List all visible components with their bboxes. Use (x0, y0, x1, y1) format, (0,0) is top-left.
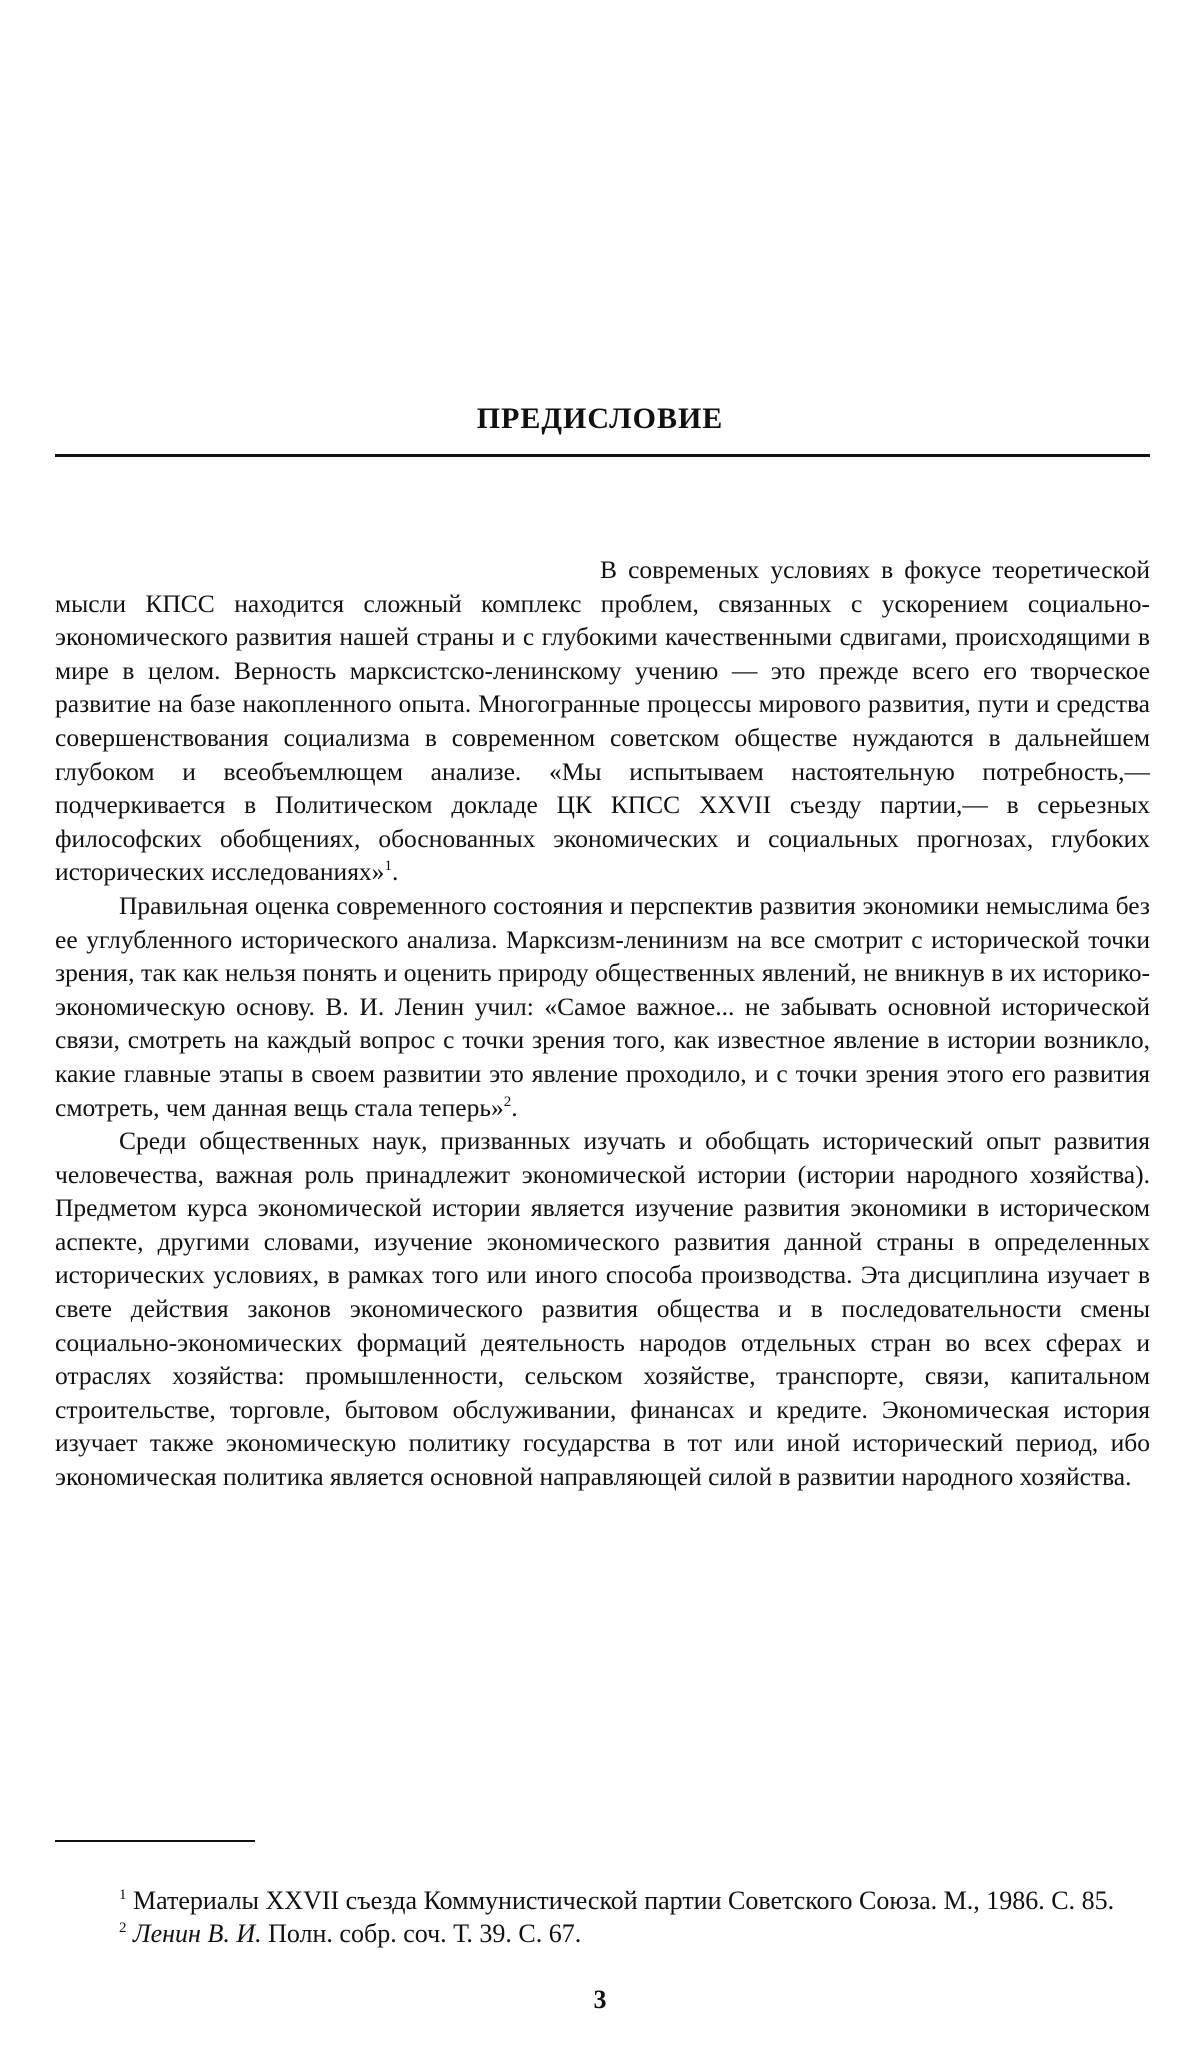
footnote-ref-2: 2 (503, 1093, 512, 1110)
footnote-2-mark: 2 (119, 1920, 127, 1936)
paragraph-2-end: . (511, 1092, 518, 1122)
paragraph-1 (55, 553, 1150, 889)
footnote-divider (55, 1840, 255, 1842)
footnote-1-text: Материалы XXVII съезда Коммунистической партии Советского Союза. М., 1986. С. 85. (126, 1886, 1115, 1915)
paragraph-3-text: Среди общественных наук, призванных изучать и обобщать исторический опыт развития человечества, важная роль принадлежит экономической истории (истории народного хозяйства). Предметом курса экономической истории является изучение развития экономики в историческом аспекте, другими словами, изучение экономического развития данной страны в определенных исторических условиях, в рамках того или иного способа производства. Эта дисциплина изучает в свете действия законов экономического развития общества и в последовательности смены социально-экономических формаций деятельность народов отдельных стран во всех сферах и отраслях хозяйства: промышленности, сельском хозяйстве, транспорте, связи, капитальном строительстве, торговле, бытовом обслуживании, финансах и кредите. Экономическая история изучает также экономическую политику государства в тот или иной исторический период, ибо экономическая политика является основной направляющей силой в развитии народного хозяйства. (55, 1126, 1150, 1492)
paragraph-3 (55, 1124, 1150, 1494)
preface-body (55, 553, 1150, 1494)
footnote-2-author: Ленин В. И. (126, 1919, 262, 1948)
paragraph-2 (55, 889, 1150, 1124)
paragraph-2-text: Правильная оценка современного состояния и перспектив развития экономики немыслима без ее углубленного исторического анализа. Марксизм-ленинизм на все смотрит с исторической точки зрения, так как нельзя понять и оценить природу общественных явлений, не вникнув в их историко-экономическую основу. В. И. Ленин учил: «Самое важное... не забывать основной исторической связи, смотреть на каждый вопрос с точки зрения того, как известное явление в истории возникло, какие главные этапы в своем развитии это явление проходило, и с точки зрения этого его развития смотреть, чем данная вещь стала теперь» (55, 890, 1150, 1122)
footnote-2-text: Полн. собр. соч. Т. 39. С. 67. (261, 1919, 582, 1948)
footnotes (55, 1884, 1150, 1950)
footnote-1-mark: 1 (119, 1887, 127, 1903)
footnote-ref-1: 1 (384, 858, 392, 875)
title-underline (55, 454, 1150, 457)
footnote-1 (55, 1884, 1150, 1917)
footnote-2 (55, 1917, 1150, 1950)
paragraph-1-end: . (391, 857, 399, 887)
page-number: 3 (593, 1985, 607, 2014)
paragraph-1-text: В современых условиях в фокусе теоретической мысли КПСС находится сложный комплекс проблем, связанных с ускорением социально-экономического развития нашей страны и с глубокими качественными сдвигами, происходящими в мире в целом. Верность марксистско-ленинскому учению — это прежде всего его творческое развитие на базе накопленного опыта. Многогранные процессы мирового развития, пути и средства совершенствования социализма в современном советском обществе нуждаются в дальнейшем глубоком и всеобъемлющем анализе. «Мы испытываем настоятельную потребность,— подчеркивается в Политическом докладе ЦК КПСС XXVII съезду партии,— в серьезных философских обобщениях, обоснованных экономических и социальных прогнозах, глубоких исторических исследованиях» (55, 555, 1150, 887)
page-title: ПРЕДИСЛОВИЕ (476, 402, 724, 435)
